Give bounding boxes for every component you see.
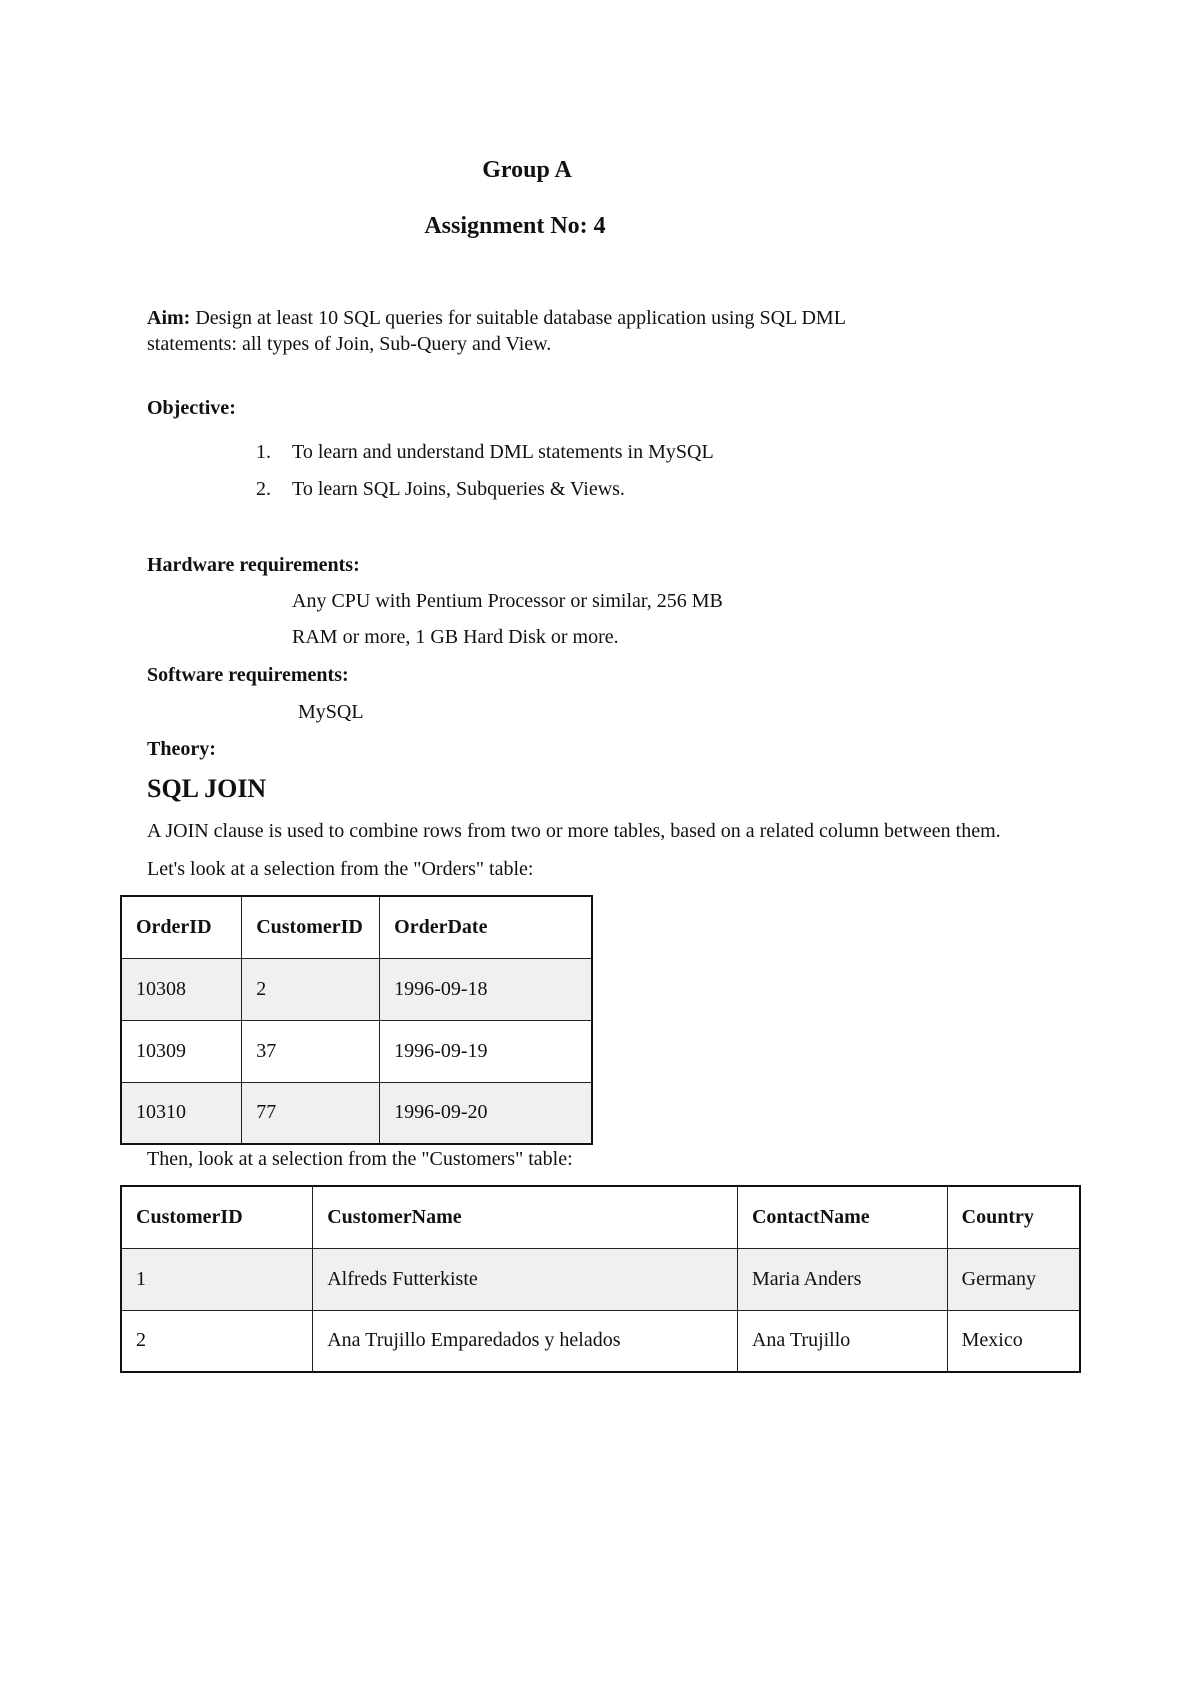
table-cell: 2	[242, 958, 380, 1020]
aim-line1: Design at least 10 SQL queries for suitable database application using SQL DML	[190, 307, 846, 329]
table-cell: 77	[242, 1082, 380, 1144]
table-header-cell: CustomerID	[121, 1186, 313, 1248]
table-header-cell: CustomerID	[242, 896, 380, 958]
table-cell: Ana Trujillo	[737, 1310, 947, 1372]
table-cell: Alfreds Futterkiste	[313, 1248, 738, 1310]
table-cell: 2	[121, 1310, 313, 1372]
table-cell: Germany	[947, 1248, 1080, 1310]
table-header-cell: OrderID	[121, 896, 242, 958]
table-row	[121, 1082, 592, 1144]
objective-label: Objective:	[147, 397, 236, 419]
objective-item-text: To learn and understand DML statements in MySQL	[292, 441, 714, 463]
table-cell: 37	[242, 1020, 380, 1082]
table-cell: 1996-09-19	[380, 1020, 592, 1082]
table-header-cell: ContactName	[737, 1186, 947, 1248]
list-number: 1.	[256, 441, 271, 463]
table-row	[121, 1310, 1080, 1372]
table-cell: Ana Trujillo Emparedados y helados	[313, 1310, 738, 1372]
table-cell: 10310	[121, 1082, 242, 1144]
table-cell: 1996-09-18	[380, 958, 592, 1020]
hardware-label: Hardware requirements:	[147, 554, 360, 576]
sql-join-description: A JOIN clause is used to combine rows from two or more tables, based on a related column between them.	[147, 820, 1001, 842]
table-cell: Mexico	[947, 1310, 1080, 1372]
table-header-cell: Country	[947, 1186, 1080, 1248]
software-value: MySQL	[298, 701, 364, 723]
table-header-cell: OrderDate	[380, 896, 592, 958]
table-header-cell: CustomerName	[313, 1186, 738, 1248]
aim-paragraph	[147, 305, 846, 331]
sql-join-heading: SQL JOIN	[147, 774, 267, 803]
software-label: Software requirements:	[147, 664, 349, 686]
group-title: Group A	[482, 157, 572, 183]
customers-intro: Then, look at a selection from the "Customers" table:	[147, 1148, 573, 1170]
objective-item	[256, 476, 625, 502]
table-cell: 1	[121, 1248, 313, 1310]
assignment-title: Assignment No: 4	[424, 213, 606, 239]
hardware-line2: RAM or more, 1 GB Hard Disk or more.	[292, 626, 619, 648]
table-row	[121, 958, 592, 1020]
orders-intro: Let's look at a selection from the "Orders" table:	[147, 858, 534, 880]
table-row	[121, 1020, 592, 1082]
table-cell: 10308	[121, 958, 242, 1020]
orders-table	[120, 895, 593, 1145]
table-header-row	[121, 896, 592, 958]
aim-line2: statements: all types of Join, Sub-Query and View.	[147, 333, 552, 355]
theory-label: Theory:	[147, 738, 216, 760]
objective-item	[256, 439, 714, 465]
table-cell: 1996-09-20	[380, 1082, 592, 1144]
hardware-line1: Any CPU with Pentium Processor or similar, 256 MB	[292, 590, 723, 612]
customers-table	[120, 1185, 1081, 1373]
aim-label: Aim:	[147, 307, 191, 329]
table-cell: Maria Anders	[737, 1248, 947, 1310]
table-row	[121, 1248, 1080, 1310]
table-cell: 10309	[121, 1020, 242, 1082]
objective-item-text: To learn SQL Joins, Subqueries & Views.	[292, 478, 625, 500]
list-number: 2.	[256, 478, 271, 500]
table-header-row	[121, 1186, 1080, 1248]
